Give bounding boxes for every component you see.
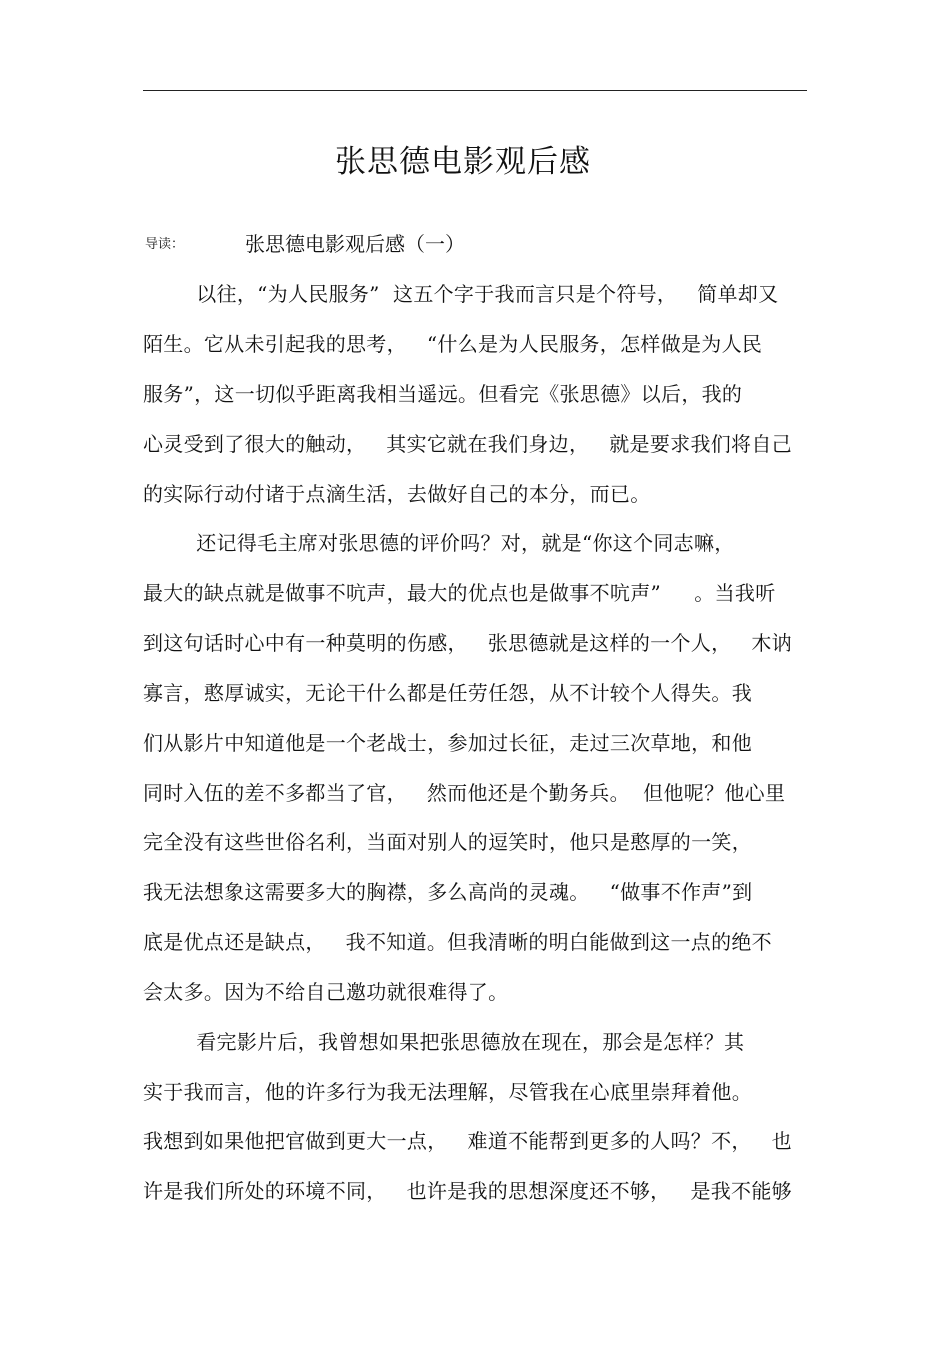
text-line: 的实际行动付诸于点滴生活，去做好自己的本分，而已。 [143, 482, 651, 506]
text-line: 看完影片后，我曾想如果把张思德放在现在，那会是怎样？其 [143, 1030, 745, 1054]
text-line: 我想到如果他把官做到更大一点， 难道不能帮到更多的人吗？不， 也 [143, 1129, 792, 1153]
text-line: 我无法想象这需要多大的胸襟，多么高尚的灵魂。 “做事不作声”到 [143, 880, 753, 904]
text-line: 们从影片中知道他是一个老战士，参加过长征，走过三次草地，和他 [143, 731, 752, 755]
page-title: 张思德电影观后感 [335, 144, 591, 180]
text-line: 还记得毛主席对张思德的评价吗？对，就是“你这个同志嘛， [143, 531, 735, 555]
text-line: 会太多。因为不给自己邀功就很难得了。 [143, 980, 509, 1004]
text-line: 陌生。它从未引起我的思考， “什么是为人民服务，怎样做是为人民 [143, 332, 763, 356]
intro-label: 导读： [145, 237, 185, 252]
text-line: 寡言，憨厚诚实，无论干什么都是任劳任怨，从不计较个人得失。我 [143, 681, 752, 705]
text-line: 许是我们所处的环境不同， 也许是我的思想深度还不够， 是我不能够 [143, 1179, 792, 1203]
intro-subtitle: 张思德电影观后感（一） [245, 232, 465, 256]
text-line: 服务”，这一切似乎距离我相当遥远。但看完《张思德》以后，我的 [143, 382, 743, 406]
text-line: 完全没有这些世俗名利，当面对别人的逗笑时，他只是憨厚的一笑， [143, 830, 752, 854]
header-rule [143, 90, 807, 91]
text-line: 以往，“为人民服务” 这五个字于我而言只是个符号， 简单却又 [143, 282, 779, 306]
text-line: 实于我而言，他的许多行为我无法理解，尽管我在心底里崇拜着他。 [143, 1080, 752, 1104]
text-line: 心灵受到了很大的触动， 其实它就在我们身边， 就是要求我们将自己 [143, 432, 792, 456]
text-line: 同时入伍的差不多都当了官， 然而他还是个勤务兵。 但他呢？他心里 [143, 781, 786, 805]
text-line: 底是优点还是缺点， 我不知道。但我清晰的明白能做到这一点的绝不 [143, 930, 772, 954]
text-line: 最大的缺点就是做事不吭声，最大的优点也是做事不吭声” 。当我听 [143, 581, 776, 605]
text-line: 到这句话时心中有一种莫明的伤感， 张思德就是这样的一个人， 木讷 [143, 631, 792, 655]
